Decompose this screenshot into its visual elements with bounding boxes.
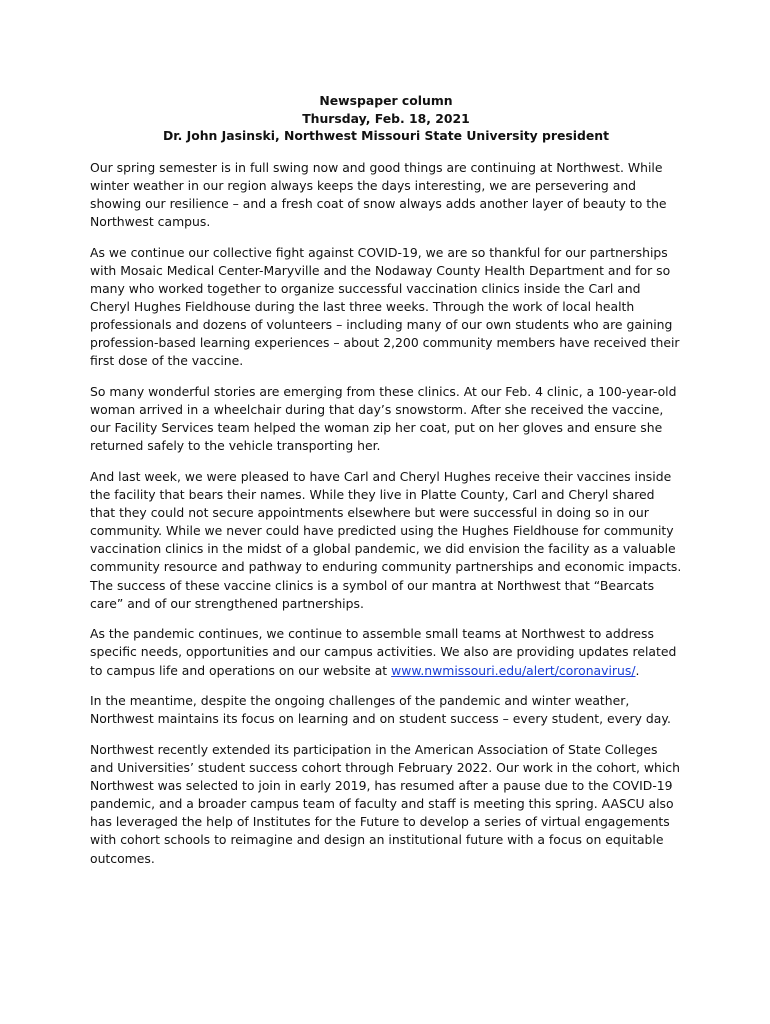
paragraph-6: In the meantime, despite the ongoing challenges of the pandemic and winter weather, Northwest maintains its focus on learning and on student success – every student, every day.	[90, 693, 671, 727]
paragraph-2: As we continue our collective fight against COVID-19, we are so thankful for our partnerships with Mosaic Medical Center-Maryville and the Nodaway County Health Department and for so many who worked together to organize successful vaccination clinics inside the Carl and Cheryl Hughes Fieldhouse during the last three weeks. Through the work of local health professionals and dozens of volunteers – including many of our own students who are gaining profession-based learning experiences – about 2,200 community members have received their first dose of the vaccine.	[90, 244, 680, 369]
document-page	[90, 92, 682, 880]
column-author: Dr. John Jasinski, Northwest Missouri State University president	[162, 128, 610, 144]
column-type: Newspaper column	[319, 93, 453, 108]
column-date: Thursday, Feb. 18, 2021	[302, 110, 470, 126]
coronavirus-website-link[interactable]: www.nwmissouri.edu/alert/coronavirus/	[391, 662, 636, 678]
paragraph-7: Northwest recently extended its participation in the American Association of State Colleges and Universities’ student success cohort through February 2022. Our work in the cohort, which Northwest was selected to join in early 2019, has resumed after a pause due to the COVID-19 pandemic, and a broader campus team of faculty and staff is meeting this spring. AASCU also has leveraged the help of Institutes for the Future to develop a series of virtual engagements with cohort schools to reimagine and design an institutional future with a focus on equitable outcomes.	[90, 741, 680, 866]
column-header	[90, 92, 682, 145]
paragraph-5-end: .	[635, 662, 640, 678]
paragraph-4: And last week, we were pleased to have Carl and Cheryl Hughes receive their vaccines inside the facility that bears their names. While they live in Platte County, Carl and Cheryl shared that they could not secure appointments elsewhere but were successful in doing so in our community. While we never could have predicted using the Hughes Fieldhouse for community vaccination clinics in the midst of a global pandemic, we did envision the facility as a valuable community resource and pathway to enduring community partnerships and economic impacts. The success of these vaccine clinics is a symbol of our mantra at Northwest that “Bearcats care” and of our strengthened partnerships.	[90, 468, 682, 611]
paragraph-1: Our spring semester is in full swing now and good things are continuing at Northwest. While winter weather in our region always keeps the days interesting, we are persevering and showing our resilience – and a fresh coat of snow always adds another layer of beauty to the Northwest campus.	[90, 159, 667, 230]
paragraph-5-text: As the pandemic continues, we continue to assemble small teams at Northwest to address specific needs, opportunities and our campus activities. We also are providing updates related to campus life and operations on our website at	[90, 626, 677, 678]
paragraph-5	[90, 625, 682, 679]
paragraph-3: So many wonderful stories are emerging from these clinics. At our Feb. 4 clinic, a 100-year-old woman arrived in a wheelchair during that day’s snowstorm. After she received the vaccine, our Facility Services team helped the woman zip her coat, put on her gloves and ensure she returned safely to the vehicle transporting her.	[90, 384, 677, 454]
